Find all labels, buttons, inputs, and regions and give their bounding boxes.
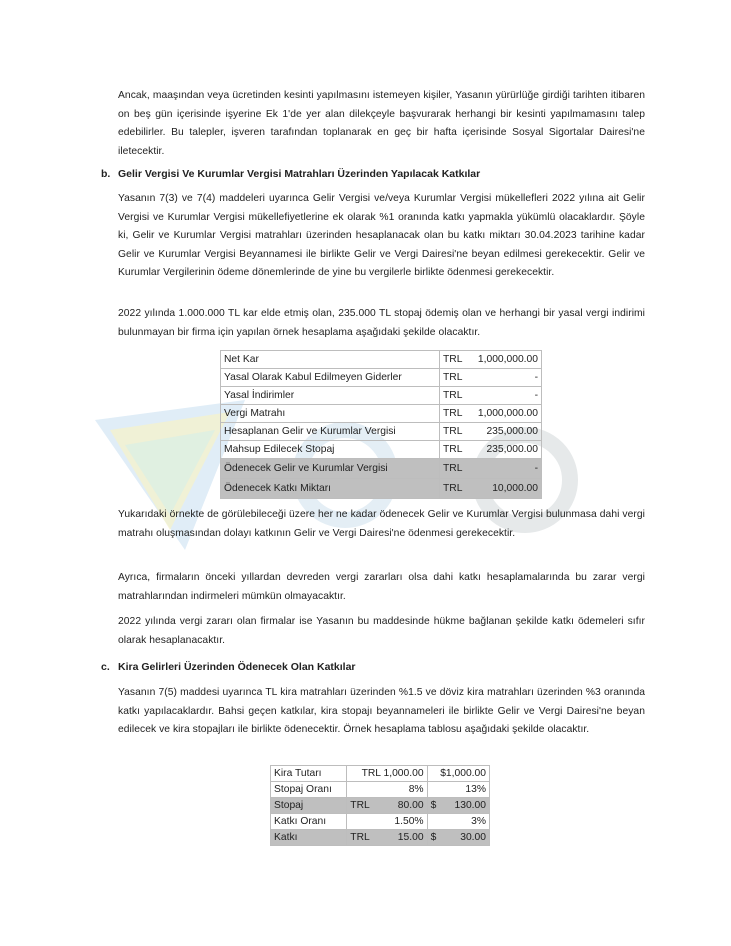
fx-value: 3% (427, 814, 489, 830)
table-row (271, 830, 490, 846)
row-label: Katkı Oranı (271, 814, 347, 830)
row-value: 1,000,000.00 (469, 405, 542, 423)
row-value: 235,000.00 (469, 423, 542, 441)
table-row (221, 441, 542, 459)
fx-cell (427, 798, 489, 814)
section-letter: b. (101, 168, 111, 180)
row-value: 1,000,000.00 (469, 351, 542, 369)
table-row (271, 798, 490, 814)
paragraph-example-intro: 2022 yılında 1.000.000 TL kar elde etmiş olan, 235.000 TL stopaj ödemiş olan ve herhangi bir yasal vergi indirimi bulunmayan bir firma için yapılan örnek hesaplama aşağıdaki şekilde olacaktır. (118, 308, 645, 338)
tl-value: 8% (347, 782, 427, 798)
fx-cell (427, 830, 489, 846)
row-currency: TRL (440, 441, 470, 459)
table-row (271, 766, 490, 782)
section-title: Kira Gelirleri Üzerinden Ödenecek Olan Katkılar (118, 661, 356, 673)
row-value: - (469, 387, 542, 405)
row-label: Stopaj (271, 798, 347, 814)
row-currency: TRL (440, 351, 470, 369)
rent-calculation-table (270, 765, 490, 846)
row-label: Yasal Olarak Kabul Edilmeyen Giderler (221, 369, 440, 387)
tl-value: 15.00 (397, 832, 424, 843)
paragraph-rent-contribution: Yasanın 7(5) maddesi uyarınca TL kira matrahları üzerinden %1.5 ve döviz kira matrahları üzerinden %3 oranında katkı yapılacaklardır. Bahsi geçen katkılar, kira stopajı beyannameleri ile birlikte Gelir ve Vergi Dairesi'ne beyan edilecek ve kira stopajları ile birlikte ödenecektir. Örnek hesaplama tablosu aşağıdaki şekilde olacaktır. (118, 687, 645, 735)
paragraph-tax-base-contribution: Yasanın 7(3) ve 7(4) maddeleri uyarınca Gelir Vergisi ve/veya Kurumlar Vergisi mükellefleri 2022 yılına ait Gelir Vergisi ve Kurumlar Vergisi mükellefiyetlerine ek olarak %1 oranında katkı yapmakla yükümlü olacaklardır. Şöyle ki, Gelir ve Kurumlar Vergisi matrahları üzerinden hesaplanacak olan bu katkı miktarı 30.04.2023 tarihine kadar Gelir ve Kurumlar Vergisi Beyannamesi ile birlikte Gelir ve Vergi Dairesi'ne beyan edilmesi gerekecektir. Gelir ve Kurumlar Vergilerinin ödeme dönemlerinde de yine bu vergilerle birlikte ödenmesi gerekecektir. (118, 193, 645, 278)
tl-value: TRL 1,000.00 (347, 766, 427, 782)
row-label: Hesaplanan Gelir ve Kurumlar Vergisi (221, 423, 440, 441)
table-row (221, 369, 542, 387)
table-row (271, 782, 490, 798)
fx-value: 13% (427, 782, 489, 798)
table-row (221, 387, 542, 405)
tl-currency: TRL (350, 800, 370, 811)
row-currency: TRL (440, 459, 470, 479)
fx-currency: $ (430, 832, 437, 843)
tl-value: 80.00 (397, 800, 424, 811)
row-label: Katkı (271, 830, 347, 846)
table-row (221, 351, 542, 369)
tax-calculation-table (220, 350, 542, 499)
paragraph-prior-losses: Ayrıca, firmaların önceki yıllardan devreden vergi zararları olsa dahi katkı hesaplamalarında bu zarar vergi matrahlarından indirmeleri mümkün olmayacaktır. (118, 572, 645, 602)
tl-cell (347, 798, 427, 814)
row-label: Ödenecek Gelir ve Kurumlar Vergisi (221, 459, 440, 479)
row-label: Net Kar (221, 351, 440, 369)
section-letter: c. (101, 661, 110, 673)
section-heading-b (101, 167, 480, 181)
tl-value: 1.50% (347, 814, 427, 830)
paragraph-loss-firms: 2022 yılında vergi zararı olan firmalar ise Yasanın bu maddesinde hükme bağlanan şekilde katkı ödemeleri sıfır olarak hesaplanacaktır. (118, 616, 645, 646)
row-value: 235,000.00 (469, 441, 542, 459)
row-label: Stopaj Oranı (271, 782, 347, 798)
table-row (221, 405, 542, 423)
row-currency: TRL (440, 423, 470, 441)
fx-value: 130.00 (454, 800, 486, 811)
table-row (221, 459, 542, 479)
row-label: Vergi Matrahı (221, 405, 440, 423)
row-currency: TRL (440, 369, 470, 387)
row-label: Mahsup Edilecek Stopaj (221, 441, 440, 459)
table-row (221, 479, 542, 499)
row-value: - (469, 369, 542, 387)
row-currency: TRL (440, 387, 470, 405)
row-value: 10,000.00 (469, 479, 542, 499)
paragraph-example-note: Yukarıdaki örnekte de görülebileceği üzere her ne kadar ödenecek Gelir ve Kurumlar Vergisi bulunmasa dahi vergi matrahı oluşmasından dolayı katkının Gelir ve Vergi Dairesi'ne ödenmesi gerekecektir. (118, 509, 645, 539)
paragraph-salary-exemption: Ancak, maaşından veya ücretinden kesinti yapılmasını istemeyen kişiler, Yasanın yürürlüğe girdiği tarihten itibaren on beş gün içerisinde işyerine Ek 1'de yer alan dilekçeyle başvurarak herhangi bir kesinti yapılmamasını talep edebilirler. Bu talepler, işveren tarafından toplanarak en geç bir hafta içerisinde Sosyal Sigortalar Dairesi'ne iletecektir. (118, 90, 645, 157)
tl-cell (347, 830, 427, 846)
row-currency: TRL (440, 479, 470, 499)
tl-currency: TRL (350, 832, 370, 843)
row-label: Ödenecek Katkı Miktarı (221, 479, 440, 499)
row-currency: TRL (440, 405, 470, 423)
table-row (271, 814, 490, 830)
fx-value: 30.00 (460, 832, 486, 843)
section-title: Gelir Vergisi Ve Kurumlar Vergisi Matrahları Üzerinden Yapılacak Katkılar (118, 168, 481, 180)
row-label: Kira Tutarı (271, 766, 347, 782)
fx-currency: $ (430, 800, 437, 811)
fx-value: $1,000.00 (427, 766, 489, 782)
table-row (221, 423, 542, 441)
row-label: Yasal İndirimler (221, 387, 440, 405)
section-heading-c (101, 660, 356, 674)
row-value: - (469, 459, 542, 479)
